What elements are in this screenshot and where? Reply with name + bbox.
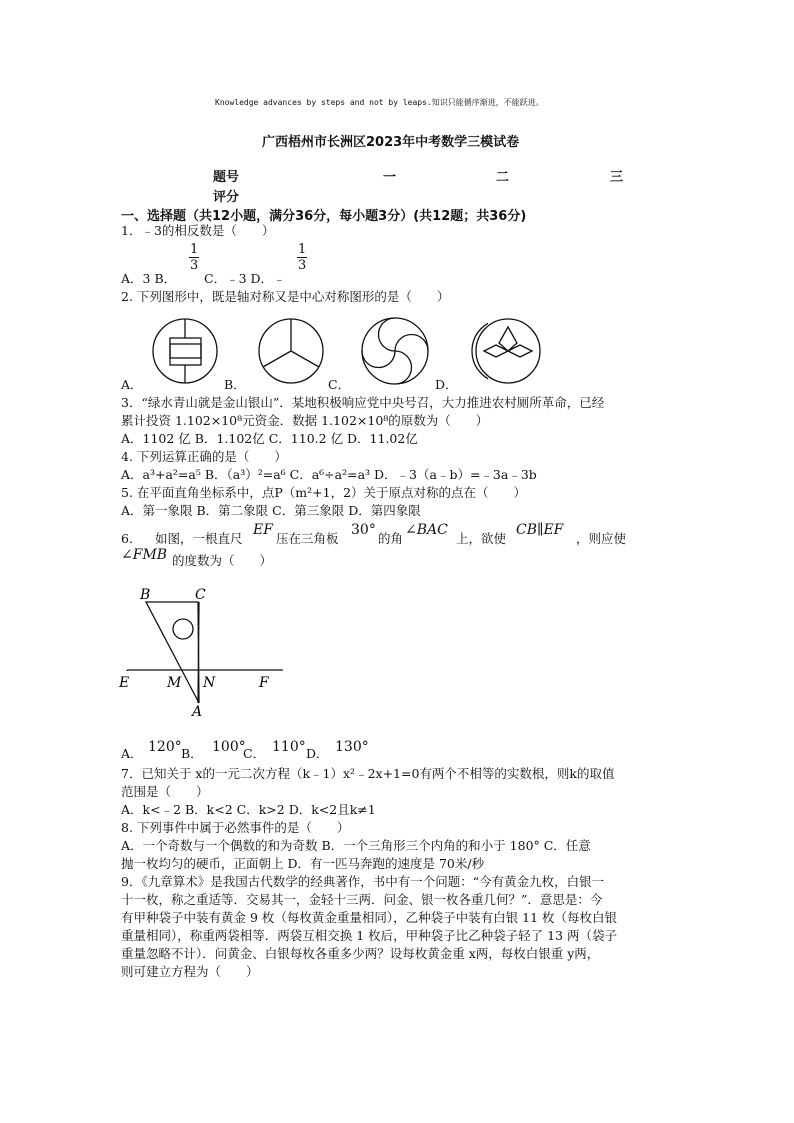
q3-options: A．1102 亿 B．1.102亿 C．110.2 亿 D．11.02亿 (121, 431, 418, 446)
q9-line-6: 则可建立方程为（ ） (121, 964, 259, 979)
q9-line-3: 有甲种袋子中装有黄金 9 枚（每枚黄金重量相同），乙种袋子中装有白银 11 枚（每枚白银 (121, 910, 618, 925)
label-C: C (195, 587, 206, 603)
q1-fraction-d (297, 242, 307, 273)
q6-option-b-label: B． (181, 746, 203, 761)
q6-option-a-label: A． (121, 746, 143, 761)
q3-line-2: 累计投资 1.102×10⁸元资金．数据 1.102×10⁸的原数为（ ） (121, 413, 489, 428)
q7-line-2: 范围是（ ） (121, 784, 209, 799)
q6-math-angle-bac: ∠BAC (405, 522, 448, 538)
q6-math-cb-parallel-ef: CB∥EF (516, 522, 564, 538)
motto: Knowledge advances by steps and not by leaps.知识只能循序渐进，不能跃进。 (215, 98, 544, 107)
q9-line-5: 重量忽略不计）．问黄金、白银每枚各重多少两？设每枚黄金重 x两，每枚白银重 y两， (121, 946, 600, 961)
q6-text-1: 如图，一根直尺 (155, 531, 243, 546)
q6-text-3: 的角 (378, 531, 404, 546)
q6-text-2: 压在三角板 (276, 531, 339, 546)
label-B: B (140, 587, 151, 603)
q3-line-1: 3．“绿水青山就是金山银山”．某地积极响应党中央号召，大力推进农村厕所革命，已经 (121, 395, 605, 410)
score-table-col-3: 三 (610, 170, 624, 185)
q6-option-b-value: 100° (212, 739, 246, 755)
q6-math-angle-fmb: ∠FMB (121, 547, 168, 563)
page-title: 广西梧州市长洲区2023年中考数学三模试卷 (262, 135, 520, 150)
q1-fraction-b-denominator: 3 (190, 258, 199, 273)
q6-math-ef: EF (253, 522, 273, 538)
q9-line-4: 重量相同），称重两袋相等．两袋互相交换 1 枚后，甲种袋子比乙种袋子轻了 13 两（袋子 (121, 928, 618, 943)
triangle-hole (173, 619, 193, 639)
q2-figure-d (472, 313, 546, 389)
figure-b-three-sector-circle (259, 319, 323, 383)
q1-stem: 1．﹣3的相反数是（ ） (121, 223, 275, 238)
q1-fraction-d-denominator: 3 (298, 258, 307, 273)
q5-stem: 5. 在平面直角坐标系中，点P（m²+1，2）关于原点对称的点在（ ） (121, 485, 527, 500)
q6-figure (113, 583, 283, 723)
score-table-col-1: 一 (383, 170, 397, 185)
q1-option-a: A．3 B． (121, 271, 177, 286)
q9-line-1: 9．《九章算术》是我国古代数学的经典著作，书中有一个问题：“今有黄金九枚，白银一 (121, 874, 605, 889)
q6-text-4: 上，欲使 (456, 531, 507, 546)
q9-line-2: 十一枚，称之重适等．交易其一，金轻十三两．问金、银一枚各重几何？”．意思是：今 (121, 892, 603, 907)
q6-option-c-label: C． (243, 746, 266, 761)
q2-stem: 2. 下列图形中，既是轴对称又是中心对称图形的是（ ） (121, 289, 450, 304)
figure-a-circle-square (153, 319, 217, 383)
q4-stem: 4. 下列运算正确的是（ ） (121, 449, 287, 464)
q2-label-d: D． (435, 377, 458, 392)
q4-options: A．a³+a²=a⁵ B．（a³）²=a⁶ C．a⁶÷a²=a³ D．﹣3（a﹣b）=﹣3a﹣3b (121, 467, 537, 482)
q7-line-1: 7．已知关于 x的一元二次方程（k﹣1）x²﹣2x+1=0有两个不相等的实数根，则k的取值 (121, 766, 615, 781)
q1-fraction-b-numerator: 1 (190, 242, 199, 257)
q2-label-c: C． (328, 377, 351, 392)
score-table-col-2: 二 (496, 170, 510, 185)
label-A: A (192, 704, 203, 720)
score-table-row2-label: 评分 (213, 190, 240, 205)
q6-option-d-label: D． (306, 746, 329, 761)
q8-line-1: A．一个奇数与一个偶数的和为奇数 B．一个三角形三个内角的和小于 180° C．任意 (121, 838, 591, 853)
q6-option-a-value: 120° (148, 739, 182, 755)
q2-label-a: A． (121, 377, 143, 392)
q6-option-d-value: 130° (335, 739, 369, 755)
figure-c-pinwheel-circle (362, 318, 428, 384)
q8-stem: 8. 下列事件中属于必然事件的是（ ） (121, 820, 350, 835)
label-F: F (259, 675, 269, 691)
q6-number: 6. (121, 531, 133, 546)
q2-label-b: B． (224, 377, 246, 392)
q7-options: A．k<﹣2 B．k<2 C．k>2 D．k<2且k≠1 (121, 802, 376, 817)
q1-fraction-d-numerator: 1 (298, 242, 307, 257)
q5-options: A．第一象限 B．第二象限 C．第三象限 D．第四象限 (121, 503, 421, 518)
section-heading: 一、选择题（共12小题，满分36分，每小题3分）(共12题；共36分) (121, 209, 527, 224)
q1-option-cd: C．﹣3 D．﹣ (204, 271, 286, 286)
label-E: E (119, 675, 130, 691)
q6-text-5: ，则应使 (576, 531, 627, 546)
label-M: M (167, 675, 182, 691)
score-table-row1-label: 题号 (213, 170, 240, 185)
q6-text-6: 的度数为（ ） (172, 553, 273, 568)
q6-math-30deg: 30° (351, 522, 376, 538)
q6-option-c-value: 110° (272, 739, 306, 755)
q1-fraction-b (189, 242, 199, 273)
q8-line-2: 抛一枚均匀的硬币，正面朝上 D．有一匹马奔跑的速度是 70米/秒 (121, 856, 485, 871)
label-N: N (203, 675, 216, 691)
